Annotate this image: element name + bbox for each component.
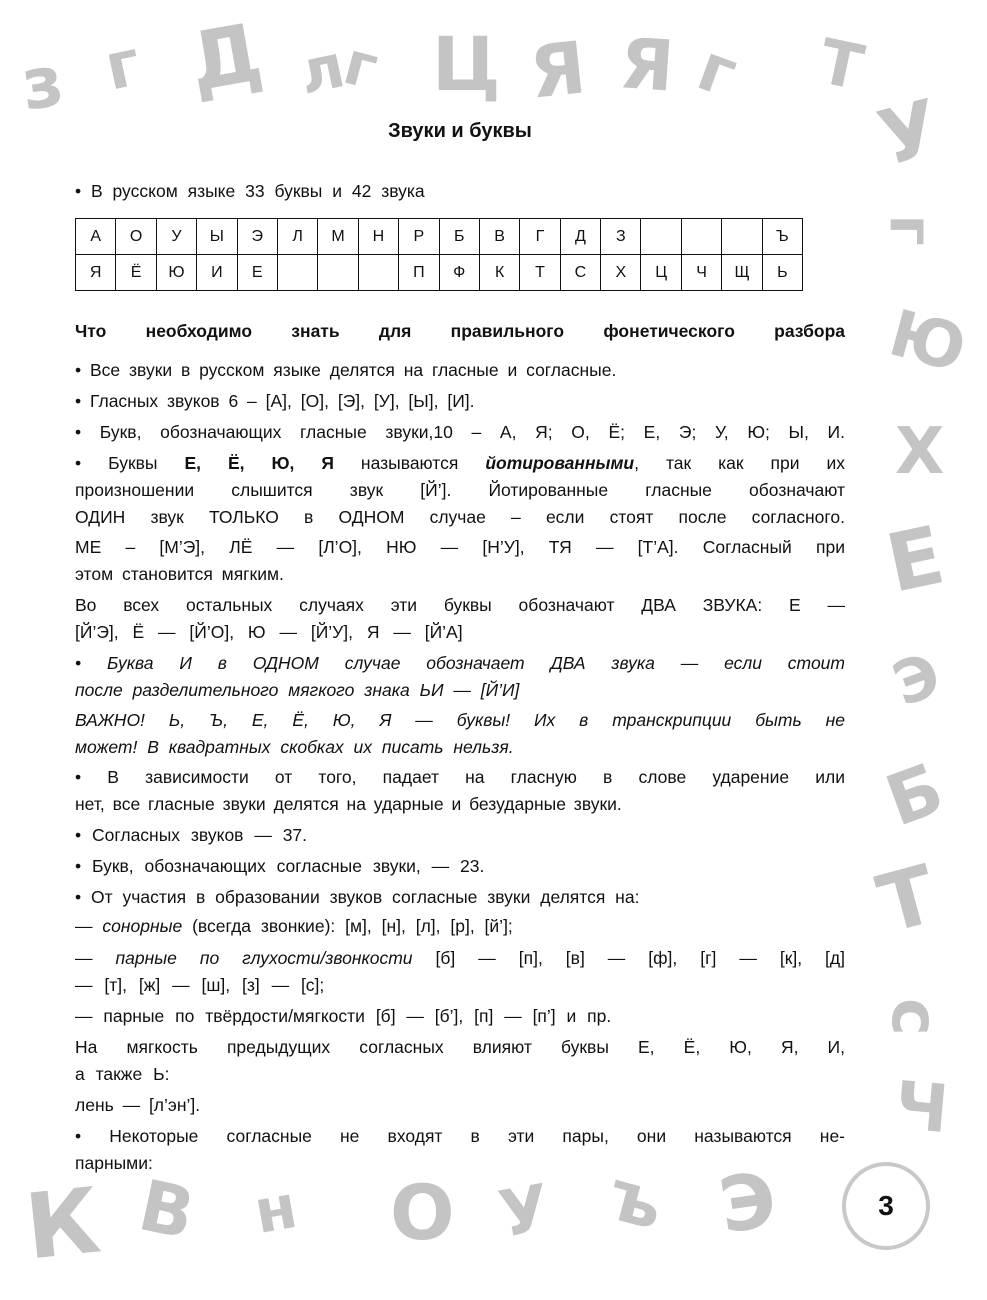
paragraph-line: • Буква И в ОДНОМ случае обозначает ДВА звука — если стоит	[75, 653, 845, 673]
paragraph-line: [Й’Э], Ё — [Й’О], Ю — [Й’У], Я — [Й’А]	[75, 622, 463, 642]
letters-row-consonants	[76, 255, 803, 291]
table-cell: Ц	[641, 255, 681, 291]
table-cell: Б	[439, 219, 479, 255]
paragraph-line: • Букв, обозначающих гласные звуки,10 – А, Я; О, Ё; Е, Э; У, Ю; Ы, И.	[75, 422, 845, 442]
paragraph-line: МЕ – [М’Э], ЛЁ — [Л’О], НЮ — [Н’У], ТЯ — [Т’А]. Согласный при	[75, 537, 845, 557]
paragraph-line: этом становится мягким.	[75, 564, 284, 584]
paragraph-line: На мягкость предыдущих согласных влияют буквы Е, Ё, Ю, Я, И,	[75, 1037, 845, 1057]
paragraph-line: — [т], [ж] — [ш], [з] — [с];	[75, 975, 325, 995]
text-run: , так как при их	[634, 453, 845, 473]
decor-letter: Ю	[881, 296, 974, 388]
decor-letter: Т	[868, 847, 946, 952]
decor-letter: О	[390, 1168, 455, 1257]
decor-letter: Б	[875, 747, 954, 843]
table-cell: У	[156, 219, 196, 255]
paragraph-line: может! В квадратных скобках их писать нельзя.	[75, 737, 514, 757]
decor-letter: г	[688, 28, 747, 113]
table-cell	[277, 255, 317, 291]
table-cell: Э	[237, 219, 277, 255]
table-cell: Л	[277, 219, 317, 255]
paragraph-line: • От участия в образовании звуков согласные звуки делятся на:	[75, 887, 640, 907]
table-cell: А	[76, 219, 116, 255]
text-run: [б] — [п], [в] — [ф], [г] — [к], [д]	[412, 948, 845, 968]
text-run: называются	[333, 453, 486, 473]
table-cell: И	[197, 255, 237, 291]
paragraph-line: после разделительного мягкого знака ЬИ — [Й’И]	[75, 680, 520, 700]
decor-letter: Я	[617, 22, 677, 108]
decor-letter: У	[869, 81, 949, 184]
paragraph-line	[75, 913, 845, 939]
table-cell: Ч	[681, 255, 721, 291]
decor-letter: Д	[182, 5, 269, 110]
intro-line: • В русском языке 33 буквы и 42 звука	[75, 181, 425, 201]
paragraph-line: • Согласных звуков — 37.	[75, 825, 308, 845]
decor-letter: г	[336, 28, 385, 104]
table-cell: З	[601, 219, 641, 255]
decor-letter: л	[293, 31, 351, 109]
paragraph-line: нет, все гласные звуки делятся на ударные и безударные звуки.	[75, 794, 622, 814]
text-run: • Буквы	[75, 453, 185, 473]
decor-letter: Ч	[891, 1066, 952, 1149]
table-cell: С	[560, 255, 600, 291]
section-heading: Что необходимо знать для правильного фонетического разбора	[75, 321, 845, 341]
paragraph-line	[75, 945, 845, 971]
paragraph-line: лень — [л’эн’].	[75, 1095, 201, 1115]
page-number: 3	[842, 1162, 930, 1250]
paragraph-line: произношении слышится звук [Й’]. Йотированные гласные обозначают	[75, 480, 845, 500]
paragraph-line: ОДИН звук ТОЛЬКО в ОДНОМ случае – если стоят после согласного.	[75, 507, 845, 527]
decor-letter: Ц	[432, 22, 501, 108]
text-run: —	[75, 916, 103, 936]
decor-letter: В	[132, 1164, 202, 1256]
table-cell	[358, 255, 398, 291]
table-cell: Ё	[116, 255, 156, 291]
decor-letter: У	[493, 1171, 556, 1253]
paragraph-line: — парные по твёрдости/мягкости [б] — [б’], [п] — [п’] и пр.	[75, 1006, 612, 1026]
decor-letter: Х	[895, 415, 945, 489]
decor-letter: К	[20, 1168, 105, 1281]
paragraph-line: • Букв, обозначающих согласные звуки, — 23.	[75, 856, 485, 876]
table-cell: Р	[399, 219, 439, 255]
table-cell	[722, 219, 762, 255]
decor-letter: Т	[812, 24, 870, 105]
table-cell: О	[116, 219, 156, 255]
table-cell: Ь	[762, 255, 802, 291]
table-cell	[681, 219, 721, 255]
page-title: Звуки и буквы	[388, 120, 532, 142]
table-cell: К	[479, 255, 519, 291]
table-cell: П	[399, 255, 439, 291]
decor-letter: Я	[525, 25, 590, 115]
decor-letter: г	[98, 26, 147, 106]
table-cell: Ъ	[762, 219, 802, 255]
paragraph-line	[75, 450, 845, 476]
decor-letter: г	[875, 214, 946, 246]
paragraph-line: ВАЖНО! Ь, Ъ, Е, Ё, Ю, Я — буквы! Их в транскрипции быть не	[75, 710, 845, 730]
letters-table	[75, 218, 803, 291]
table-cell: Г	[520, 219, 560, 255]
paragraph-line: а также Ь:	[75, 1064, 170, 1084]
decor-letter: Е	[878, 508, 952, 611]
table-cell: Т	[520, 255, 560, 291]
text-run: Е, Ё, Ю, Я	[184, 453, 334, 473]
paragraph-line: • Все звуки в русском языке делятся на гласные и согласные.	[75, 360, 617, 380]
decor-letter: н	[249, 1171, 303, 1249]
text-run: (всегда звонкие): [м], [н], [л], [р], [й’];	[182, 916, 513, 936]
table-cell: Ы	[197, 219, 237, 255]
table-cell: Я	[76, 255, 116, 291]
table-cell: Х	[601, 255, 641, 291]
text-run: —	[75, 948, 116, 968]
table-cell: Д	[560, 219, 600, 255]
table-cell: Щ	[722, 255, 762, 291]
decor-letter: ъ	[600, 1153, 673, 1247]
table-cell: Ю	[156, 255, 196, 291]
table-cell: М	[318, 219, 358, 255]
paragraph-line: • Гласных звуков 6 – [А], [О], [Э], [У], [Ы], [И].	[75, 391, 475, 411]
table-cell: В	[479, 219, 519, 255]
decor-letter: с	[876, 998, 951, 1036]
table-cell	[641, 219, 681, 255]
table-cell: Ф	[439, 255, 479, 291]
paragraph-line: парными:	[75, 1153, 153, 1173]
letters-row-vowels	[76, 219, 803, 255]
text-run: сонорные	[102, 916, 183, 936]
decor-letter: з	[16, 39, 69, 127]
paragraph-line: • Некоторые согласные не входят в эти пары, они называются не-	[75, 1126, 845, 1146]
decor-letter: Э	[884, 639, 950, 721]
paragraph-line: Во всех остальных случаях эти буквы обозначают ДВА ЗВУКА: Е —	[75, 595, 845, 615]
text-run: йотированными	[485, 453, 635, 473]
decor-letter: Э	[714, 1154, 782, 1251]
text-run: парные по глухости/звонкости	[115, 948, 413, 968]
table-cell: Е	[237, 255, 277, 291]
paragraph-line: • В зависимости от того, падает на гласную в слове ударение или	[75, 767, 845, 787]
table-cell	[318, 255, 358, 291]
table-cell: Н	[358, 219, 398, 255]
